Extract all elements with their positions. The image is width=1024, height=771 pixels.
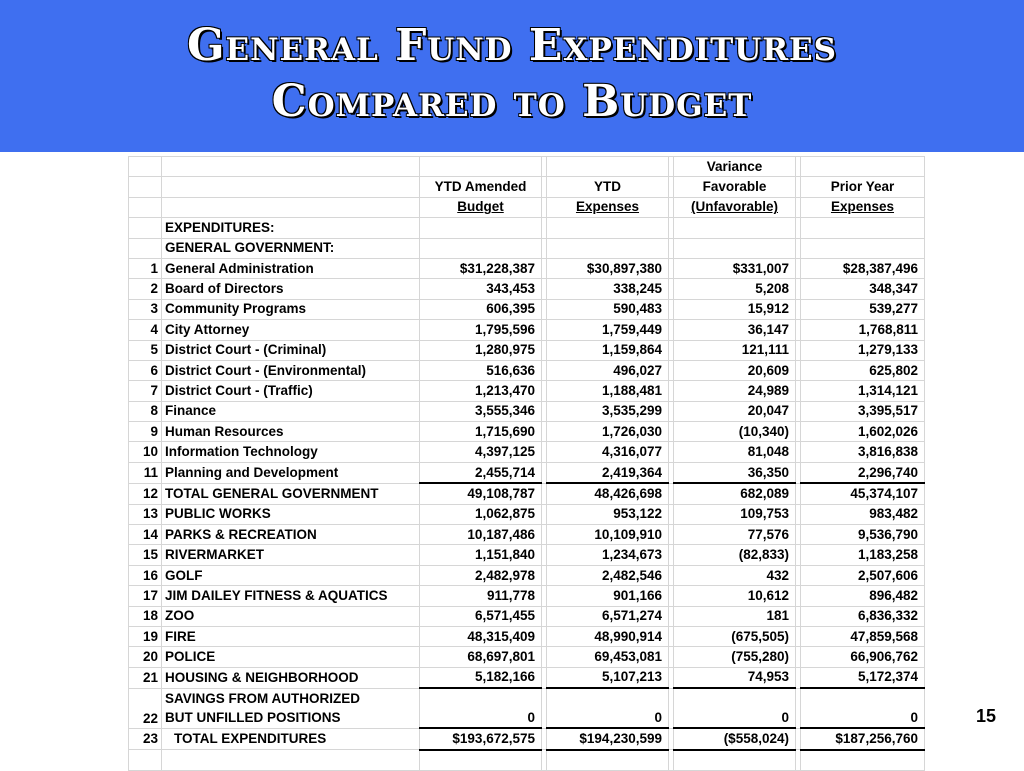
budget-value: 6,571,455	[420, 606, 542, 626]
row-number: 13	[129, 504, 162, 524]
expenses-value: 2,482,546	[547, 565, 669, 585]
table-row	[129, 299, 925, 319]
prior-year-value: 1,768,811	[801, 320, 925, 340]
budget-value: 49,108,787	[420, 483, 542, 504]
row-number: 3	[129, 299, 162, 319]
expenses-value: 48,426,698	[547, 483, 669, 504]
row-number: 12	[129, 483, 162, 504]
budget-value: 343,453	[420, 279, 542, 299]
prior-value: $187,256,760	[801, 728, 925, 749]
variance-value: 36,147	[674, 320, 796, 340]
variance-value: 77,576	[674, 525, 796, 545]
row-description: JIM DAILEY FITNESS & AQUATICS	[162, 586, 420, 606]
budget-value: 1,715,690	[420, 422, 542, 442]
row-description: General Administration	[162, 258, 420, 278]
variance-value: (675,505)	[674, 626, 796, 646]
budget-value: $193,672,575	[420, 728, 542, 749]
expenses-value: 48,990,914	[547, 626, 669, 646]
variance-value: 24,989	[674, 381, 796, 401]
prior-year-value: 1,314,121	[801, 381, 925, 401]
variance-value: 181	[674, 606, 796, 626]
budget-value: 48,315,409	[420, 626, 542, 646]
table-row	[129, 422, 925, 442]
expenses-value: 338,245	[547, 279, 669, 299]
section-row-general-government	[129, 238, 925, 258]
table-row	[129, 381, 925, 401]
table-row	[129, 504, 925, 524]
budget-value: 4,397,125	[420, 442, 542, 462]
slide-title	[0, 18, 1024, 130]
prior-year-value: 3,395,517	[801, 401, 925, 421]
row-description: TOTAL GENERAL GOVERNMENT	[162, 483, 420, 504]
row-number: 11	[129, 462, 162, 483]
budget-value: 911,778	[420, 586, 542, 606]
variance-value: 10,612	[674, 586, 796, 606]
budget-value: 1,280,975	[420, 340, 542, 360]
row-description: POLICE	[162, 647, 420, 667]
expenses-value: 5,107,213	[547, 667, 669, 688]
variance-header-bottom: (Unfavorable)	[690, 199, 778, 215]
budget-value: 516,636	[420, 360, 542, 380]
expenses-value: 69,453,081	[547, 647, 669, 667]
expenses-value: 496,027	[547, 360, 669, 380]
row-number: 17	[129, 586, 162, 606]
table-row	[129, 401, 925, 421]
row-description: District Court - (Traffic)	[162, 381, 420, 401]
variance-value: 682,089	[674, 483, 796, 504]
row-number: 22	[129, 688, 162, 728]
row-number: 10	[129, 442, 162, 462]
table-row-empty	[129, 750, 925, 771]
prior-year-value: 1,602,026	[801, 422, 925, 442]
title-line-2: Compared to Budget	[271, 76, 753, 127]
table-row	[129, 320, 925, 340]
prior-year-value: 6,836,332	[801, 606, 925, 626]
table-row	[129, 442, 925, 462]
savings-desc-line-2: BUT UNFILLED POSITIONS	[165, 710, 341, 726]
expenses-value: 953,122	[547, 504, 669, 524]
expenditures-table	[128, 156, 925, 771]
expenses-value: 3,535,299	[547, 401, 669, 421]
expenses-value: 1,188,481	[547, 381, 669, 401]
expenses-value: 590,483	[547, 299, 669, 319]
budget-value: 1,795,596	[420, 320, 542, 340]
budget-header-top: YTD Amended	[420, 177, 542, 197]
variance-header-mid: Favorable	[674, 177, 796, 197]
prior-year-value: 625,802	[801, 360, 925, 380]
variance-value: (82,833)	[674, 545, 796, 565]
row-description: HOUSING & NEIGHBORHOOD	[162, 667, 420, 688]
section-row-expenditures	[129, 218, 925, 238]
prior-year-value: 1,183,258	[801, 545, 925, 565]
budget-value: 2,455,714	[420, 462, 542, 483]
header-row-3	[129, 197, 925, 217]
table-row	[129, 647, 925, 667]
table-row	[129, 565, 925, 585]
row-description: Community Programs	[162, 299, 420, 319]
expenses-header-bottom: Expenses	[575, 199, 640, 215]
row-number: 18	[129, 606, 162, 626]
prior-year-value: 3,816,838	[801, 442, 925, 462]
row-description: FIRE	[162, 626, 420, 646]
expenses-value: 1,759,449	[547, 320, 669, 340]
row-number: 16	[129, 565, 162, 585]
expenses-value: $194,230,599	[547, 728, 669, 749]
row-description: RIVERMARKET	[162, 545, 420, 565]
variance-value: (755,280)	[674, 647, 796, 667]
row-number: 4	[129, 320, 162, 340]
table-row	[129, 586, 925, 606]
expenses-value: 4,316,077	[547, 442, 669, 462]
variance-value: ($558,024)	[674, 728, 796, 749]
prior-header-bottom: Expenses	[830, 199, 895, 215]
prior-year-value: 2,296,740	[801, 462, 925, 483]
variance-value: 15,912	[674, 299, 796, 319]
table-row	[129, 279, 925, 299]
prior-year-value: 348,347	[801, 279, 925, 299]
expenses-value: $30,897,380	[547, 258, 669, 278]
savings-desc-line-1: SAVINGS FROM AUTHORIZED	[165, 691, 360, 707]
table-row-total	[129, 728, 925, 749]
prior-year-value: 47,859,568	[801, 626, 925, 646]
row-number: 9	[129, 422, 162, 442]
row-description: PARKS & RECREATION	[162, 525, 420, 545]
expenses-value: 1,726,030	[547, 422, 669, 442]
prior-value: 0	[801, 688, 925, 728]
variance-value: $331,007	[674, 258, 796, 278]
table-row	[129, 545, 925, 565]
expenses-value: 0	[547, 688, 669, 728]
expenses-value: 1,234,673	[547, 545, 669, 565]
title-line-1: General Fund Expenditures	[186, 20, 838, 71]
prior-year-value: 983,482	[801, 504, 925, 524]
prior-year-value: 896,482	[801, 586, 925, 606]
expenses-value: 901,166	[547, 586, 669, 606]
row-number: 15	[129, 545, 162, 565]
row-number: 6	[129, 360, 162, 380]
table-row	[129, 606, 925, 626]
budget-value: 5,182,166	[420, 667, 542, 688]
variance-value: 74,953	[674, 667, 796, 688]
budget-value: 1,062,875	[420, 504, 542, 524]
table-row	[129, 258, 925, 278]
prior-year-value: 1,279,133	[801, 340, 925, 360]
section-general-government: GENERAL GOVERNMENT:	[162, 238, 420, 258]
prior-year-value: 66,906,762	[801, 647, 925, 667]
row-number: 8	[129, 401, 162, 421]
row-description: Planning and Development	[162, 462, 420, 483]
variance-value: 0	[674, 688, 796, 728]
prior-year-value: 5,172,374	[801, 667, 925, 688]
variance-value: 36,350	[674, 462, 796, 483]
expenses-header-top: YTD	[547, 177, 669, 197]
table-row	[129, 462, 925, 483]
variance-value: 5,208	[674, 279, 796, 299]
row-description: Information Technology	[162, 442, 420, 462]
variance-value: 81,048	[674, 442, 796, 462]
expenses-value: 6,571,274	[547, 606, 669, 626]
budget-value: $31,228,387	[420, 258, 542, 278]
row-description: Human Resources	[162, 422, 420, 442]
row-description: TOTAL EXPENDITURES	[162, 728, 420, 749]
prior-year-value: 539,277	[801, 299, 925, 319]
row-description: ZOO	[162, 606, 420, 626]
table-row	[129, 626, 925, 646]
variance-value: 432	[674, 565, 796, 585]
prior-year-value: 9,536,790	[801, 525, 925, 545]
variance-value: (10,340)	[674, 422, 796, 442]
header-row-2	[129, 177, 925, 197]
variance-value: 20,609	[674, 360, 796, 380]
row-description	[162, 688, 420, 728]
row-description: Finance	[162, 401, 420, 421]
expenses-value: 2,419,364	[547, 462, 669, 483]
row-number: 21	[129, 667, 162, 688]
row-number: 19	[129, 626, 162, 646]
page-number: 15	[975, 706, 996, 726]
row-description: PUBLIC WORKS	[162, 504, 420, 524]
expenses-value: 10,109,910	[547, 525, 669, 545]
variance-value: 121,111	[674, 340, 796, 360]
row-number: 1	[129, 258, 162, 278]
row-number: 14	[129, 525, 162, 545]
prior-header-top: Prior Year	[801, 177, 925, 197]
table-row	[129, 525, 925, 545]
prior-year-value: 2,507,606	[801, 565, 925, 585]
row-number: 7	[129, 381, 162, 401]
budget-header-bottom: Budget	[457, 199, 504, 215]
budget-value: 10,187,486	[420, 525, 542, 545]
budget-value: 68,697,801	[420, 647, 542, 667]
variance-value: 109,753	[674, 504, 796, 524]
table-row-savings	[129, 688, 925, 728]
table-row	[129, 667, 925, 688]
table-row	[129, 483, 925, 504]
row-number: 5	[129, 340, 162, 360]
budget-value: 606,395	[420, 299, 542, 319]
variance-value: 20,047	[674, 401, 796, 421]
row-description: GOLF	[162, 565, 420, 585]
prior-year-value: 45,374,107	[801, 483, 925, 504]
prior-year-value: $28,387,496	[801, 258, 925, 278]
row-number: 20	[129, 647, 162, 667]
budget-value: 3,555,346	[420, 401, 542, 421]
row-description: City Attorney	[162, 320, 420, 340]
row-description: District Court - (Environmental)	[162, 360, 420, 380]
budget-value: 2,482,978	[420, 565, 542, 585]
table-row	[129, 340, 925, 360]
row-description: Board of Directors	[162, 279, 420, 299]
row-number: 23	[129, 728, 162, 749]
expenses-value: 1,159,864	[547, 340, 669, 360]
budget-value: 1,213,470	[420, 381, 542, 401]
variance-header-top: Variance	[674, 157, 796, 177]
row-number: 2	[129, 279, 162, 299]
section-expenditures: EXPENDITURES:	[162, 218, 420, 238]
header-row-1	[129, 157, 925, 177]
budget-value: 1,151,840	[420, 545, 542, 565]
table-row	[129, 360, 925, 380]
row-description: District Court - (Criminal)	[162, 340, 420, 360]
budget-value: 0	[420, 688, 542, 728]
